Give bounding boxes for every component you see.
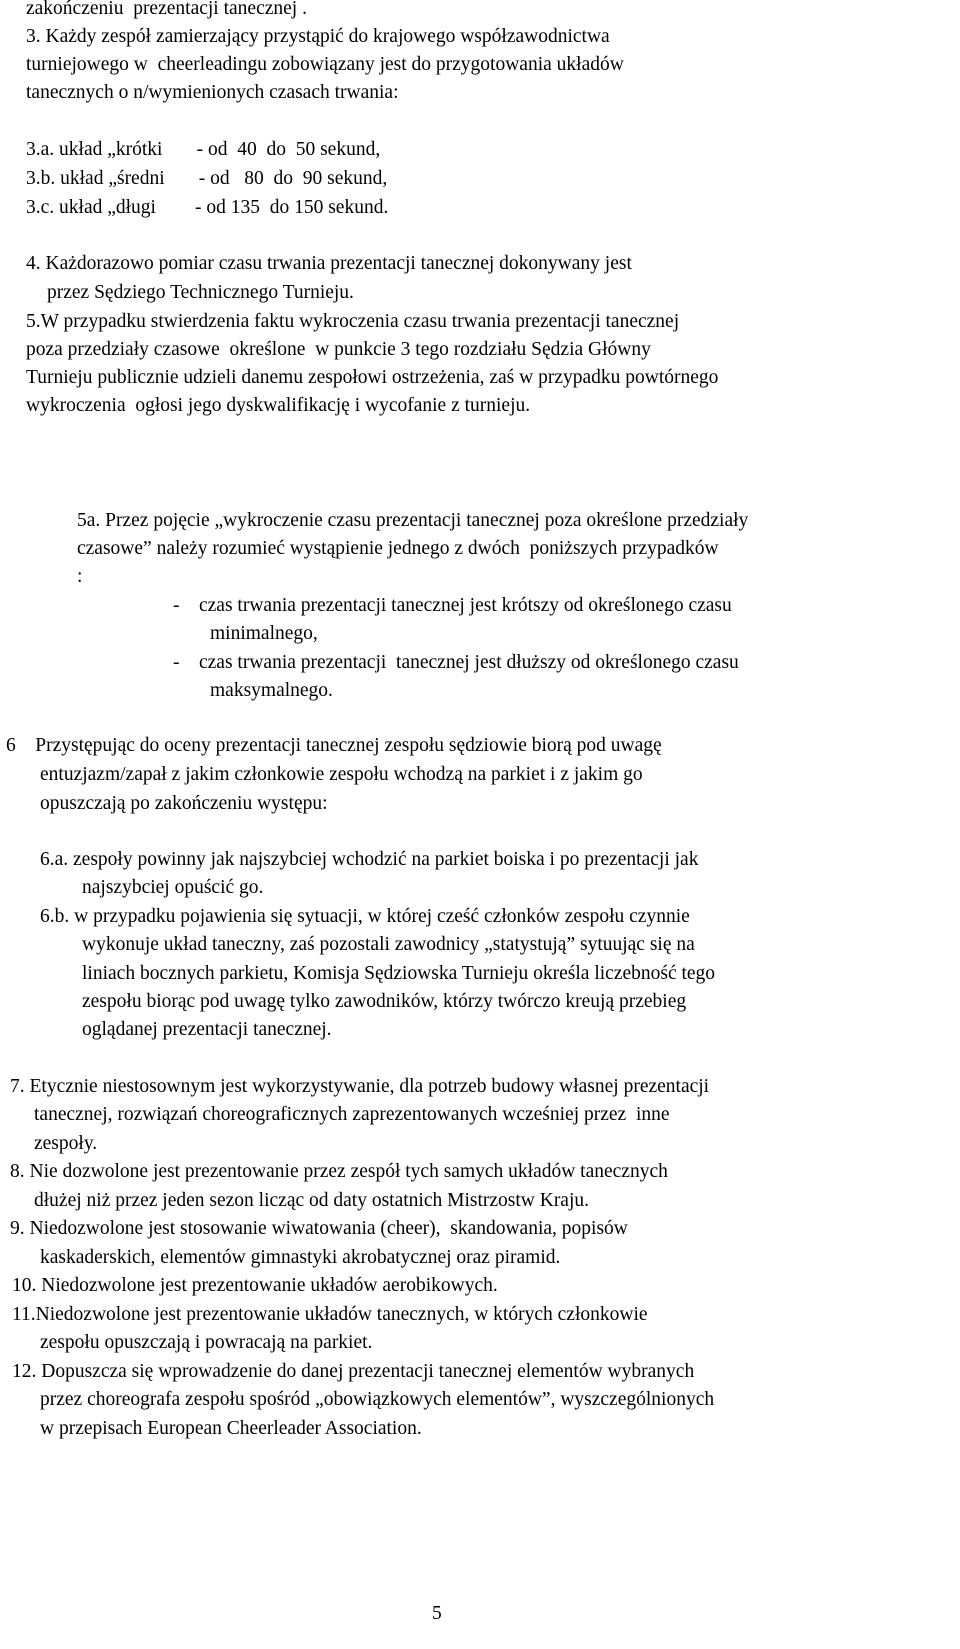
list-item-3b: 3.b. układ „średni - od 80 do 90 sekund, [26, 168, 388, 189]
page-number: 5 [432, 1603, 442, 1624]
text-line: wykroczenia ogłosi jego dyskwalifikację i wycofanie z turnieju. [26, 395, 531, 416]
text-line: kaskaderskich, elementów gimnastyki akrobatycznej oraz piramid. [40, 1247, 561, 1268]
text-line: maksymalnego. [210, 680, 333, 701]
text-line: : [77, 566, 83, 587]
bullet-item: - czas trwania prezentacji tanecznej jest dłuższy od określonego czasu [173, 652, 739, 673]
list-item-9: 9. Niedozwolone jest stosowanie wiwatowania (cheer), skandowania, popisów [10, 1218, 628, 1239]
list-item-6: 6 Przystępując do oceny prezentacji tanecznej zespołu sędziowie biorą pod uwagę [6, 735, 662, 756]
list-item-10: 10. Niedozwolone jest prezentowanie układów aerobikowych. [12, 1275, 498, 1296]
text-line: dłużej niż przez jeden sezon licząc od daty ostatnich Mistrzostw Kraju. [34, 1190, 590, 1211]
list-item-5: 5.W przypadku stwierdzenia faktu wykroczenia czasu trwania prezentacji tanecznej [26, 311, 680, 332]
text-line: opuszczają po zakończeniu występu: [40, 793, 328, 814]
text-line: Turnieju publicznie udzieli danemu zespołowi ostrzeżenia, zaś w przypadku powtórnego [26, 367, 719, 388]
list-item-3c: 3.c. układ „długi - od 135 do 150 sekund. [26, 197, 389, 218]
list-item-3a: 3.a. układ „krótki - od 40 do 50 sekund, [26, 139, 381, 160]
list-item-11: 11.Niedozwolone jest prezentowanie układów tanecznych, w których członkowie [12, 1304, 648, 1325]
list-item-6b: 6.b. w przypadku pojawienia się sytuacji, w której cześć członków zespołu czynnie [40, 906, 690, 927]
text-line: najszybciej opuścić go. [82, 877, 264, 898]
text-line: minimalnego, [210, 623, 318, 644]
text-line: wykonuje układ taneczny, zaś pozostali zawodnicy „statystują” sytuując się na [82, 934, 695, 955]
list-item-6a: 6.a. zespoły powinny jak najszybciej wchodzić na parkiet boiska i po prezentacji jak [40, 849, 699, 870]
list-item-12: 12. Dopuszcza się wprowadzenie do danej prezentacji tanecznej elementów wybranych [12, 1361, 695, 1382]
text-line: w przepisach European Cheerleader Association. [40, 1418, 422, 1439]
list-item-4: 4. Każdorazowo pomiar czasu trwania prezentacji tanecznej dokonywany jest [26, 253, 632, 274]
text-line: przez Sędziego Technicznego Turnieju. [47, 282, 354, 303]
list-item-3: 3. Każdy zespół zamierzający przystąpić do krajowego współzawodnictwa [26, 26, 610, 47]
text-line: tanecznej, rozwiązań choreograficznych zaprezentowanych wcześniej przez inne [34, 1104, 670, 1125]
text-line: liniach bocznych parkietu, Komisja Sędziowska Turnieju określa liczebność tego [82, 963, 716, 984]
text-line: entuzjazm/zapał z jakim członkowie zespołu wchodzą na parkiet i z jakim go [40, 764, 643, 785]
text-line: tanecznych o n/wymienionych czasach trwania: [26, 82, 399, 103]
list-item-8: 8. Nie dozwolone jest prezentowanie przez zespół tych samych układów tanecznych [10, 1161, 668, 1182]
text-line: oglądanej prezentacji tanecznej. [82, 1019, 332, 1040]
text-line: zespoły. [34, 1133, 98, 1154]
text-line: zakończeniu prezentacji tanecznej . [26, 0, 307, 19]
text-line: zespołu opuszczają i powracają na parkiet. [40, 1332, 373, 1353]
list-item-7: 7. Etycznie niestosownym jest wykorzystywanie, dla potrzeb budowy własnej prezentacji [10, 1076, 710, 1097]
text-line: turniejowego w cheerleadingu zobowiązany jest do przygotowania układów [26, 54, 624, 75]
text-line: zespołu biorąc pod uwagę tylko zawodników, którzy twórczo kreują przebieg [82, 991, 687, 1012]
text-line: przez choreografa zespołu spośród „obowiązkowych elementów”, wyszczególnionych [40, 1389, 715, 1410]
text-line: czasowe” należy rozumieć wystąpienie jednego z dwóch poniższych przypadków [77, 538, 719, 559]
list-item-5a: 5a. Przez pojęcie „wykroczenie czasu prezentacji tanecznej poza określone przedziały [77, 510, 749, 531]
text-line: poza przedziały czasowe określone w punkcie 3 tego rozdziału Sędzia Główny [26, 339, 651, 360]
bullet-item: - czas trwania prezentacji tanecznej jest krótszy od określonego czasu [173, 595, 732, 616]
